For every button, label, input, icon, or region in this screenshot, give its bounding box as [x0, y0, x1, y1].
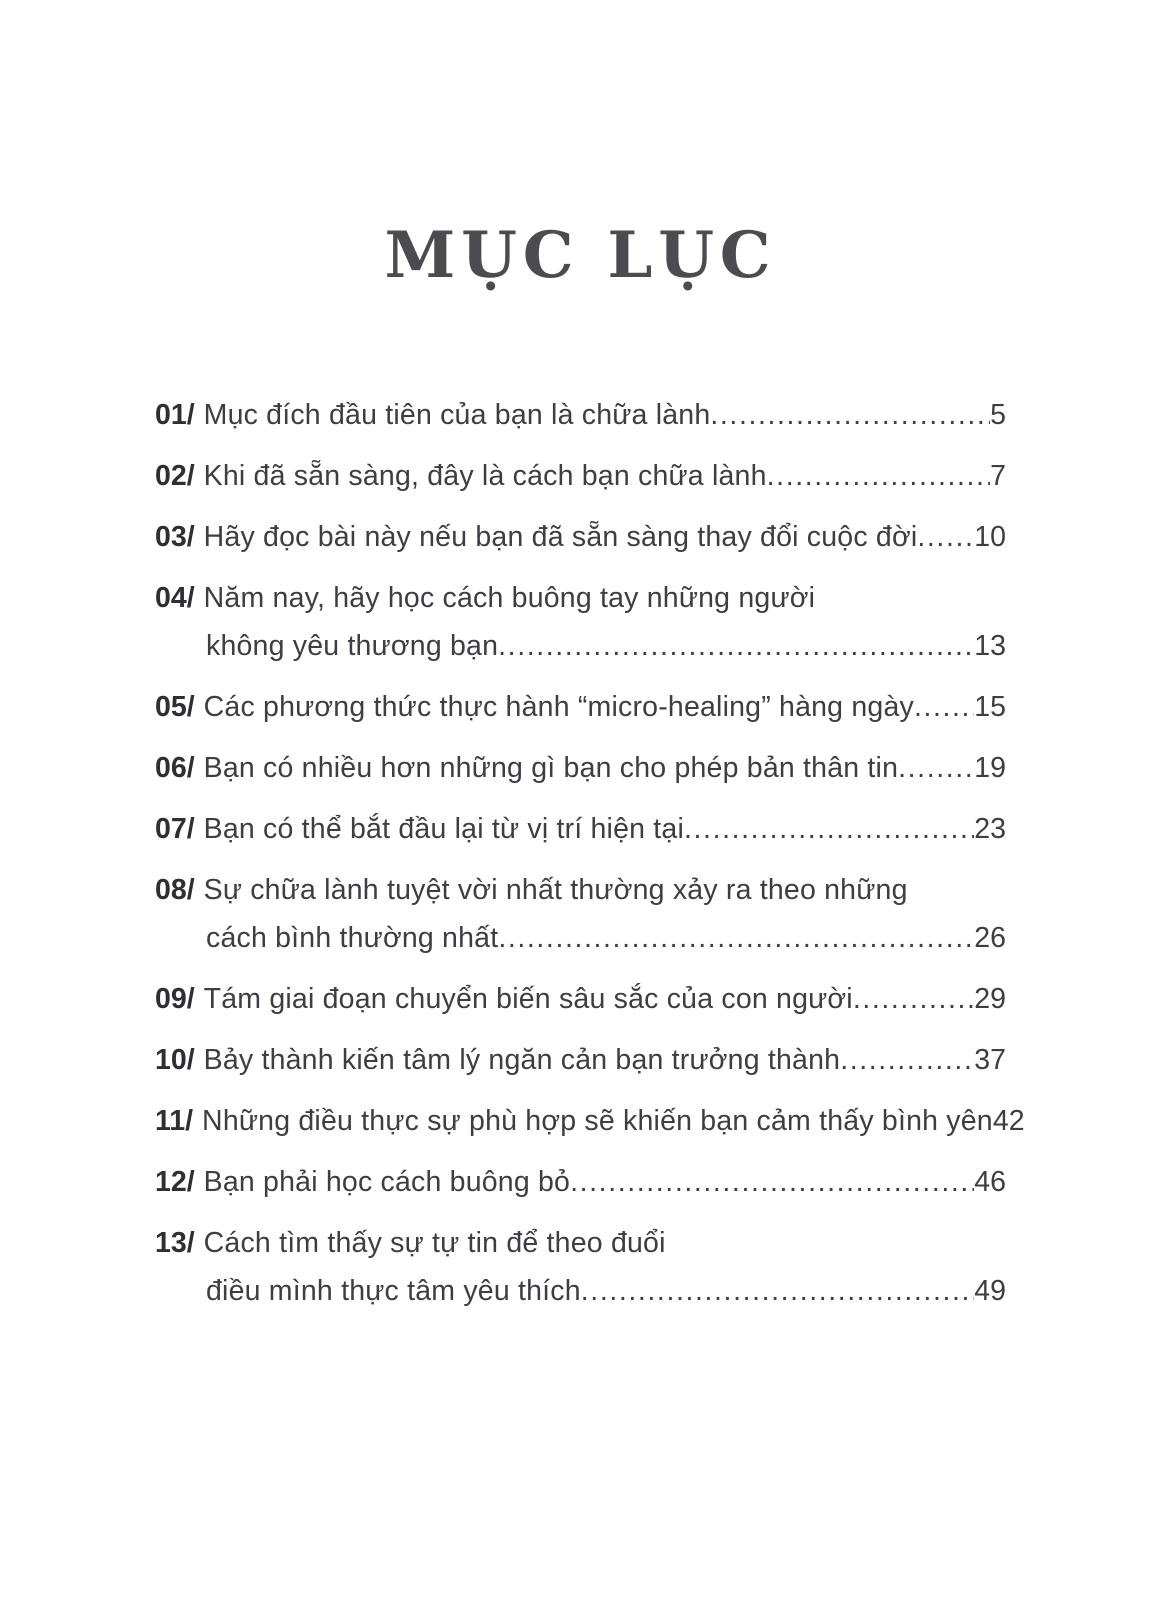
toc-entry-page-number: 13 — [974, 629, 1006, 662]
toc-entry-title: Các phương thức thực hành “micro-healing” hàng ngày — [203, 690, 914, 723]
toc-entry — [155, 452, 1006, 500]
toc-entry-number: 07/ — [155, 812, 195, 845]
toc-entry — [155, 1036, 1006, 1084]
toc-entry-number: 01/ — [155, 398, 195, 431]
toc-entry-title: Bạn phải học cách buông bỏ — [203, 1165, 571, 1198]
page-title: MỤC LỤC — [384, 218, 777, 293]
toc-entry-page-number: 15 — [974, 690, 1006, 723]
toc-entry-title: Bạn có nhiều hơn những gì bạn cho phép bản thân tin — [203, 751, 899, 784]
toc-entry-continuation-line — [155, 1267, 1006, 1315]
toc-entry — [155, 1097, 1025, 1145]
toc-entry-number: 13/ — [155, 1226, 195, 1259]
toc-entry-line — [155, 574, 1006, 622]
toc-entry-title: Khi đã sẵn sàng, đây là cách bạn chữa lành — [203, 459, 767, 492]
toc-entry-title: Bảy thành kiến tâm lý ngăn cản bạn trưởng thành — [203, 1043, 841, 1076]
toc-entry-page-number: 10 — [974, 520, 1006, 553]
dot-leader — [853, 975, 974, 1023]
toc-entry — [155, 574, 1006, 670]
toc-entry-line — [155, 513, 1006, 561]
toc-entry — [155, 1158, 1006, 1206]
toc-entry — [155, 683, 1006, 731]
toc-entry-number: 04/ — [155, 581, 195, 614]
toc-entry — [155, 391, 1006, 439]
toc-entry-page-number: 5 — [990, 398, 1006, 431]
toc-entry-title: Hãy đọc bài này nếu bạn đã sẵn sàng thay đổi cuộc đời — [203, 520, 918, 553]
toc-entry-title: Tám giai đoạn chuyển biến sâu sắc của con người — [203, 982, 853, 1015]
toc-entry — [155, 1219, 1006, 1315]
dot-leader — [898, 744, 974, 792]
dot-leader — [498, 622, 974, 670]
toc-entry-title: Sự chữa lành tuyệt vời nhất thường xảy ra theo những — [203, 873, 908, 906]
toc-entry-continuation-line — [155, 622, 1006, 670]
toc-entry-line — [155, 1219, 1006, 1267]
toc-entry-page-number: 19 — [974, 751, 1006, 784]
toc-entry-title-continued: cách bình thường nhất — [206, 921, 499, 954]
toc-entry-continuation-line — [155, 914, 1006, 962]
toc-entry-line — [155, 1036, 1006, 1084]
toc-entry-number: 12/ — [155, 1165, 195, 1198]
toc-entry-title-continued: điều mình thực tâm yêu thích — [206, 1274, 581, 1307]
toc-entry — [155, 513, 1006, 561]
toc-entry-number: 05/ — [155, 690, 195, 723]
toc-entry — [155, 805, 1006, 853]
dot-leader — [570, 1158, 974, 1206]
toc-entry-page-number: 46 — [974, 1165, 1006, 1198]
dot-leader — [710, 391, 990, 439]
toc-entry-title: Cách tìm thấy sự tự tin để theo đuổi — [203, 1226, 666, 1259]
dot-leader — [498, 914, 974, 962]
toc-entry-page-number: 37 — [974, 1043, 1006, 1076]
toc-entry-number: 08/ — [155, 873, 195, 906]
toc-entry-line — [155, 683, 1006, 731]
toc-list — [155, 391, 1025, 1315]
toc-entry-title: Năm nay, hãy học cách buông tay những người — [203, 581, 816, 614]
toc-entry-number: 09/ — [155, 982, 195, 1015]
toc-entry-page-number: 42 — [992, 1104, 1025, 1137]
toc-entry-line — [155, 805, 1006, 853]
toc-entry-number: 02/ — [155, 459, 195, 492]
dot-leader — [840, 1036, 974, 1084]
toc-entry-line — [155, 391, 1006, 439]
toc-entry-line — [155, 975, 1006, 1023]
toc-entry-title: Mục đích đầu tiên của bạn là chữa lành — [203, 398, 711, 431]
toc-entry — [155, 744, 1006, 792]
toc-entry-number: 03/ — [155, 520, 195, 553]
toc-entry-page-number: 49 — [974, 1274, 1006, 1307]
toc-entry-page-number: 26 — [974, 921, 1006, 954]
toc-entry-page-number: 7 — [990, 459, 1006, 492]
toc-entry-title-continued: không yêu thương bạn — [206, 629, 499, 662]
toc-entry-page-number: 23 — [974, 812, 1006, 845]
toc-entry-number: 06/ — [155, 751, 195, 784]
dot-leader — [914, 683, 974, 731]
toc-entry-line — [155, 452, 1006, 500]
dot-leader — [767, 452, 990, 500]
toc-entry — [155, 975, 1006, 1023]
toc-entry-line — [155, 866, 1006, 914]
toc-entry-line — [155, 744, 1006, 792]
dot-leader — [581, 1267, 975, 1315]
dot-leader — [917, 513, 974, 561]
dot-leader — [684, 805, 974, 853]
toc-entry-title: Bạn có thể bắt đầu lại từ vị trí hiện tại — [203, 812, 685, 845]
toc-entry-number: 10/ — [155, 1043, 195, 1076]
toc-entry-title: Những điều thực sự phù hợp sẽ khiến bạn cảm thấy bình yên — [202, 1104, 993, 1137]
toc-entry-line — [155, 1158, 1006, 1206]
toc-entry-number: 11/ — [155, 1104, 194, 1137]
toc-entry-line — [155, 1097, 1025, 1145]
toc-entry-page-number: 29 — [974, 982, 1006, 1015]
toc-entry — [155, 866, 1006, 962]
